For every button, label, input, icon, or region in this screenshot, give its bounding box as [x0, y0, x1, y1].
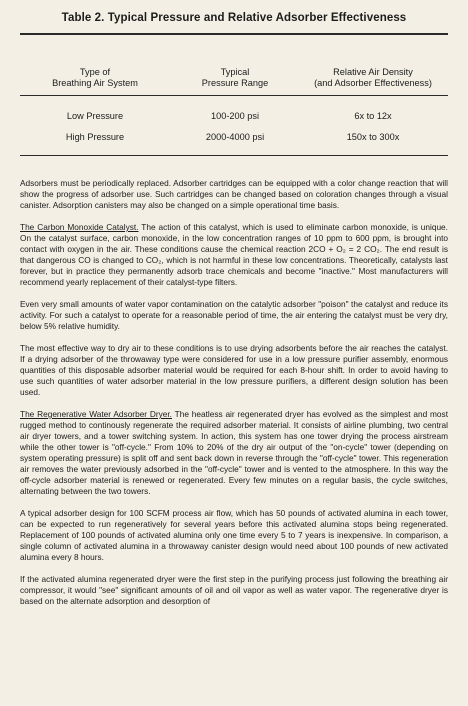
paragraph: The most effective way to dry air to these conditions is to use drying adsorbents before the air reaches the catalyst. If a drying adsorber of the throwaway type were considered for use in a low pressure purifier assembly, enormous quantities of this disposable adsorber material would be required for each 8-hour shift. In order to avoid having to use such quantities of water adsorber material in the low pressure purifiers, a different design solution has been used. — [20, 343, 448, 397]
table-bottom-rule — [20, 155, 448, 156]
table-cell: 100-200 psi — [210, 111, 259, 121]
header-pressure — [160, 67, 310, 88]
header-type-line1: Type of — [79, 67, 111, 77]
table-cell: 150x to 300x — [346, 132, 400, 142]
section-heading: The Carbon Monoxide Catalyst. — [20, 222, 139, 232]
table-header-rule — [20, 95, 448, 96]
table-top-rule — [20, 33, 448, 35]
header-density-line2: (and Adsorber Effectiveness) — [314, 77, 432, 88]
header-density-line1: Relative Air Density — [333, 67, 413, 77]
table-cell: Low Pressure — [66, 111, 124, 121]
table-cell: 6x to 12x — [354, 111, 392, 121]
header-pressure-line2: Pressure Range — [201, 77, 269, 88]
paragraph: If the activated alumina regenerated dryer were the first step in the purifying process just following the breathing air compressor, it would "see" significant amounts of oil and oil vapor as well as water vapor. The regenerative dryer is based on the alternate adsorption and desorption of — [20, 574, 448, 606]
table-title: Table 2. Typical Pressure and Relative Adsorber Effectiveness — [61, 12, 407, 24]
table-cell: High Pressure — [65, 132, 125, 142]
header-type-line2: Breathing Air System — [52, 77, 138, 88]
paragraph: The Carbon Monoxide Catalyst. The action of this catalyst, which is used to eliminate carbon monoxide, is unique. On the catalyst surface, carbon monoxide, in the low concentration ranges of 10 ppm to 600 ppm, is brought into contact with oxygen in the air. These conditions cause the chemical reaction 2CO + O₂ = 2 CO₂. The end result is that dangerous CO is changed to CO₂, which is not harmful in these low concentrations. Theoretically, catalysts last forever, but in practice they permanently adsorb trace chemicals and become "inactive." Most manufacturers will recommend yearly replacement of their catalyst-type filters. — [20, 222, 448, 287]
header-density — [298, 67, 448, 88]
paragraph: A typical adsorber design for 100 SCFM process air flow, which has 50 pounds of activated alumina in each tower, can be expected to run regeneratively for several years before this activated alumina stops being regenerated. Replacement of 100 pounds of activated alumina only one time every 5 to 7 years is inexpensive. In comparison, a single column of activated alumina in a throwaway canister design would need about 100 pounds of new activated alumina every 8 hours. — [20, 508, 448, 562]
header-pressure-line1: Typical — [220, 67, 250, 77]
paragraph: The Regenerative Water Adsorber Dryer. The heatless air regenerated dryer has evolved as the simplest and most rugged method to continously regenerate the required adsorber material. It consists of airline plumbing, two central air dryer towers, and a tower switching system. In action, this system has one tower drying the process airstream while the other tower is "off-cycle." From 10% to 20% of the dry air output of the "on-cycle" tower (depending on system operating pressure) is split off and sent back down in reverse through the "off-cycle" tower. This regeneration air removes the water previously adsorbed in the "off-cycle" tower and is vented to the atmosphere. In this way the off-cycle adsorber material is renewed or regenerated. Every few minutes on a regular basis, the cycle switches, alternating between the two towers. — [20, 409, 448, 496]
paragraph: Adsorbers must be periodically replaced. Adsorber cartridges can be equipped with a color change reaction that will show the progress of adsorber use. Such cartridges can be changed based on coloration changes through a visual canister. Adsorption canisters may also be changed on a simple operational time basis. — [20, 178, 448, 210]
paragraph: Even very small amounts of water vapor contamination on the catalytic adsorber "poison" the catalyst and reduce its activity. For such a catalyst to operate for a reasonable period of time, the air entering the catalyst must be very dry, below 5% relative humidity. — [20, 299, 448, 331]
body-text — [20, 178, 448, 618]
section-heading: The Regenerative Water Adsorber Dryer. — [20, 409, 172, 419]
header-type — [20, 67, 170, 88]
table-cell: 2000-4000 psi — [205, 132, 265, 142]
